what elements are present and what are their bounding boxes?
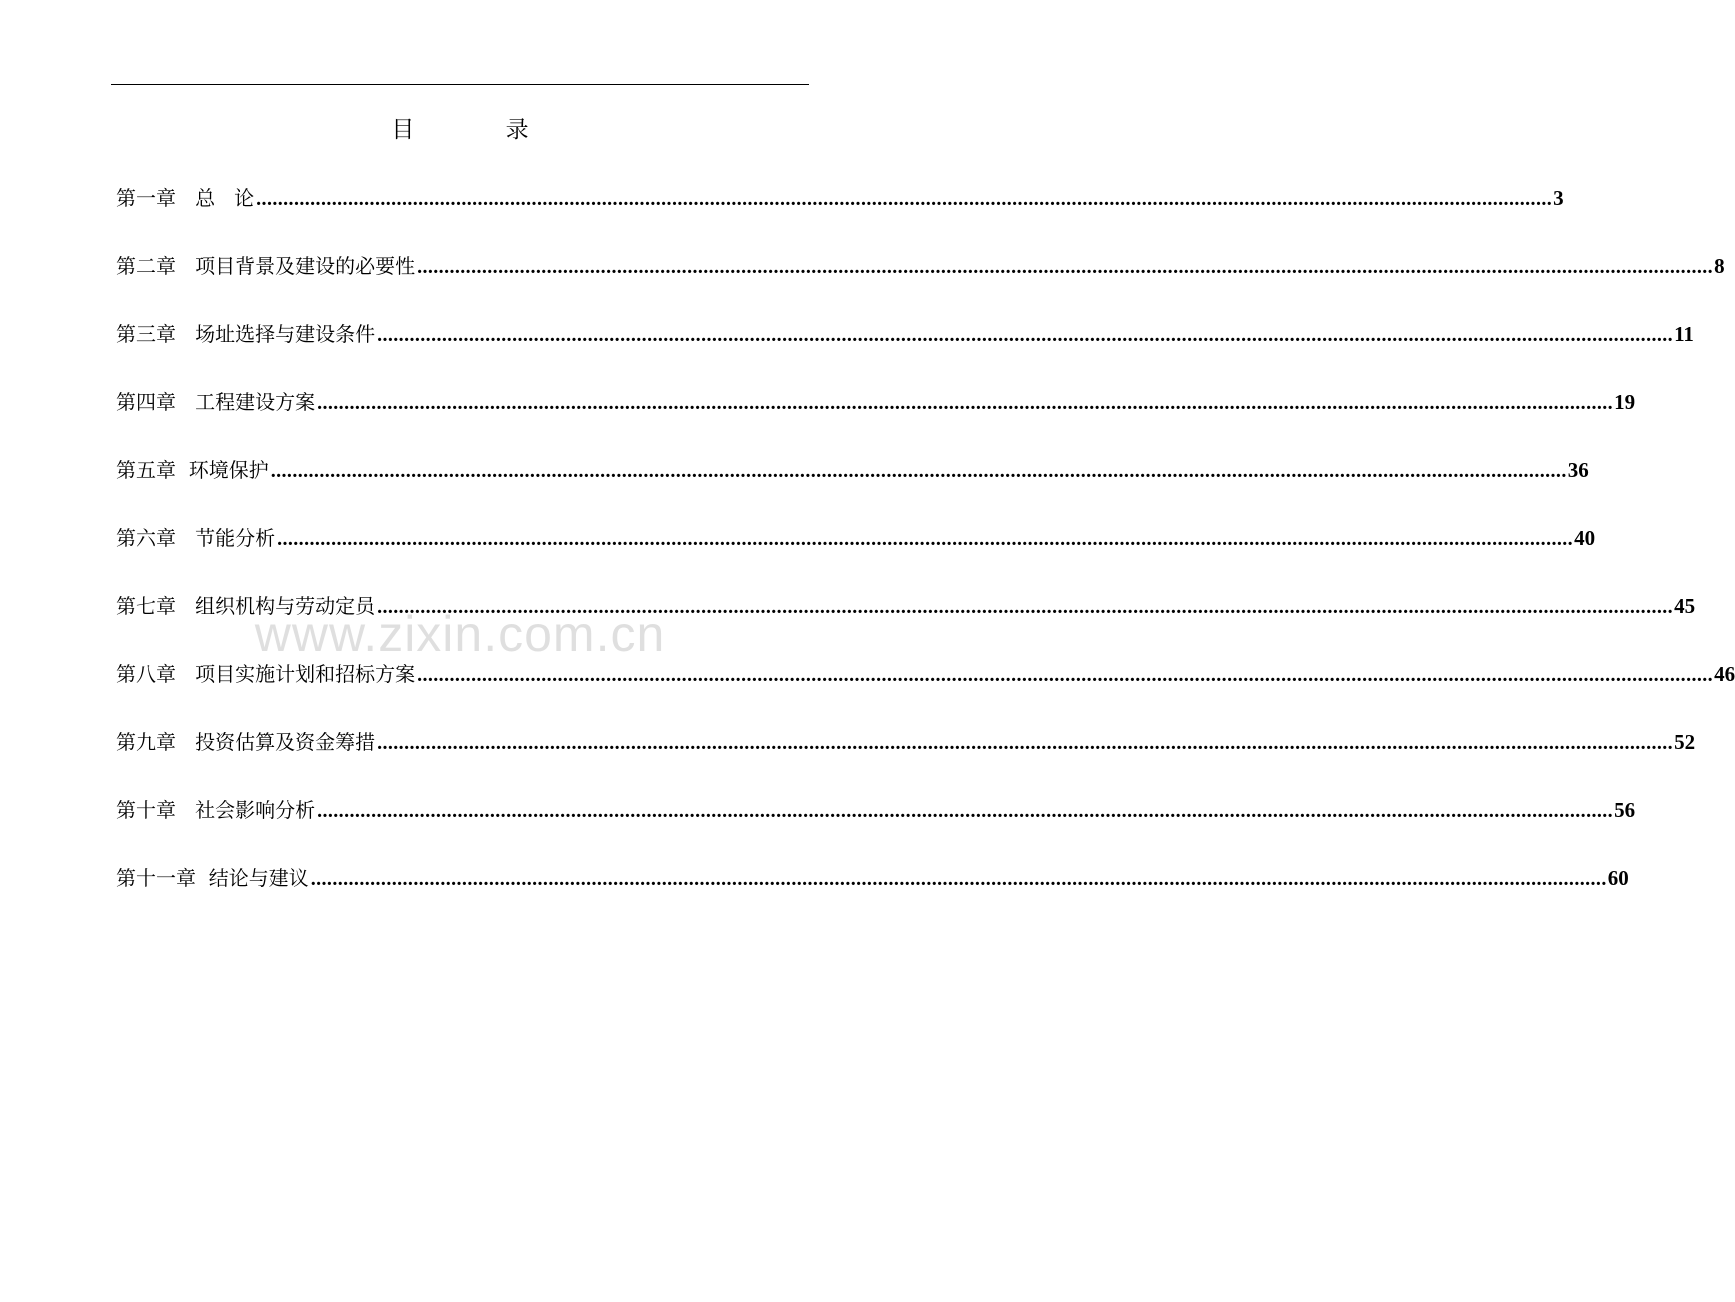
toc-leader-dots: ................................................................................................................................................................................................................................................ — [377, 596, 1674, 618]
toc-page-number: 3 — [1553, 186, 1564, 210]
toc-leader-dots: ................................................................................................................................................................................................................................................ — [317, 800, 1614, 822]
toc-page-number: 19 — [1614, 390, 1636, 414]
toc-chapter-title: 第三章 场址选择与建设条件 — [116, 322, 376, 346]
toc-entry[interactable] — [116, 452, 1589, 520]
toc-entry[interactable] — [116, 656, 1735, 724]
toc-chapter-title: 第八章 项目实施计划和招标方案 — [116, 662, 416, 686]
toc-page-number: 40 — [1574, 526, 1596, 550]
toc-chapter-title: 第十章 社会影响分析 — [116, 798, 316, 822]
toc-leader-dots: ................................................................................................................................................................................................................................................ — [417, 664, 1714, 686]
toc-page-number: 11 — [1674, 322, 1694, 346]
toc-page-number: 56 — [1614, 798, 1636, 822]
toc-chapter-title: 第七章 组织机构与劳动定员 — [116, 594, 376, 618]
toc-entry[interactable] — [116, 792, 1636, 860]
toc-page-number: 52 — [1674, 730, 1696, 754]
toc-chapter-title: 第九章 投资估算及资金筹措 — [116, 730, 376, 754]
toc-chapter-title: 第十一章 结论与建议 — [116, 866, 309, 890]
toc-entry[interactable] — [116, 860, 1629, 928]
toc-title: 目 录 — [391, 117, 571, 143]
toc-entry[interactable] — [116, 588, 1696, 656]
toc-leader-dots: ................................................................................................................................................................................................................................................ — [270, 460, 1567, 482]
header-rule — [111, 84, 809, 85]
toc-page-number: 45 — [1674, 594, 1696, 618]
toc-leader-dots: ................................................................................................................................................................................................................................................ — [310, 868, 1607, 890]
toc-leader-dots: ................................................................................................................................................................................................................................................ — [256, 188, 1553, 210]
toc-chapter-title: 第五章 环境保护 — [116, 458, 269, 482]
toc-entry[interactable] — [116, 724, 1696, 792]
toc-page-number: 36 — [1567, 458, 1589, 482]
toc-chapter-title: 第二章 项目背景及建设的必要性 — [116, 254, 416, 278]
table-of-contents — [116, 180, 1735, 928]
watermark: www.zixin.com.cn — [254, 606, 666, 662]
toc-leader-dots: ................................................................................................................................................................................................................................................ — [417, 256, 1714, 278]
toc-entry[interactable] — [116, 316, 1694, 384]
toc-page-number: 46 — [1714, 662, 1735, 686]
toc-entry[interactable] — [116, 520, 1596, 588]
toc-chapter-title: 第一章 总 论 — [116, 186, 255, 210]
toc-chapter-title: 第四章 工程建设方案 — [116, 390, 316, 414]
toc-chapter-title: 第六章 节能分析 — [116, 526, 276, 550]
toc-entry[interactable] — [116, 248, 1725, 316]
toc-leader-dots: ................................................................................................................................................................................................................................................ — [317, 392, 1614, 414]
toc-leader-dots: ................................................................................................................................................................................................................................................ — [377, 324, 1674, 346]
toc-page-number: 60 — [1607, 866, 1629, 890]
toc-entry[interactable] — [116, 384, 1636, 452]
toc-leader-dots: ................................................................................................................................................................................................................................................ — [277, 528, 1574, 550]
toc-leader-dots: ................................................................................................................................................................................................................................................ — [377, 732, 1674, 754]
toc-entry[interactable] — [116, 180, 1564, 248]
toc-page-number: 8 — [1714, 254, 1725, 278]
